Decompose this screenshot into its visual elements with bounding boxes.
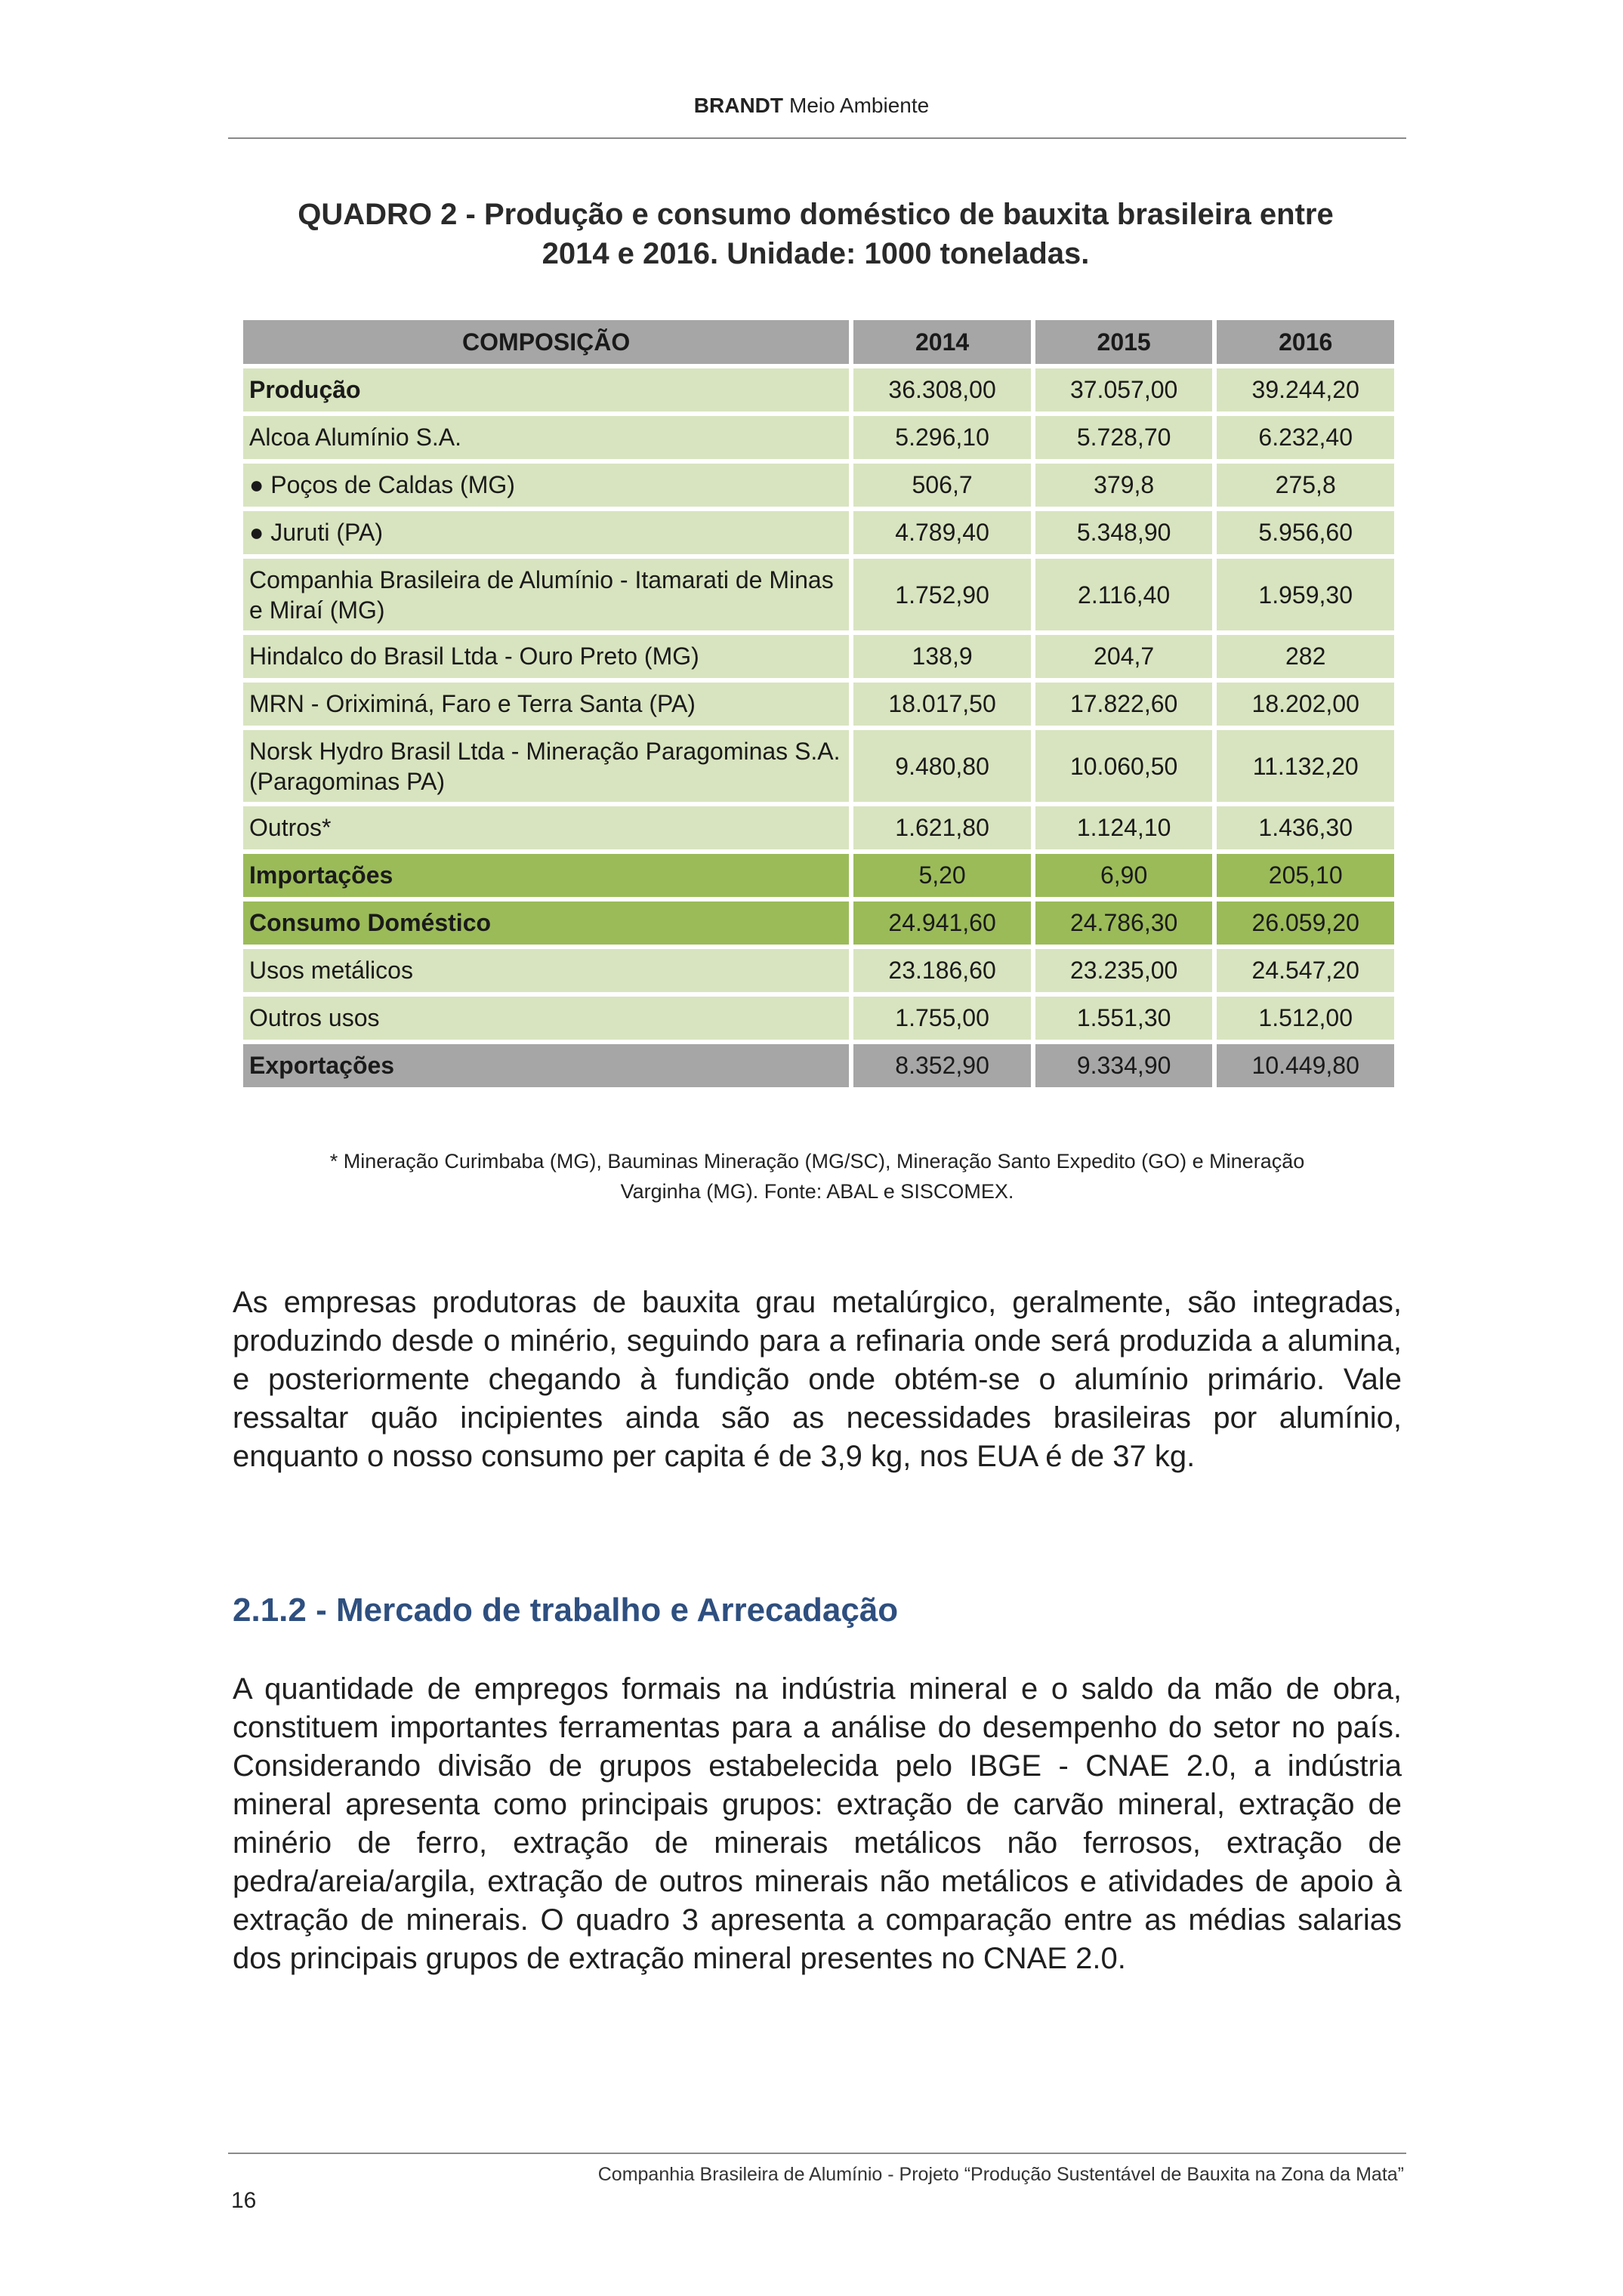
cell-2014: 5,20 <box>853 854 1031 897</box>
column-header: COMPOSIÇÃO <box>243 320 849 364</box>
cell-2015: 1.551,30 <box>1035 997 1213 1040</box>
cell-2015: 24.786,30 <box>1035 901 1213 945</box>
page-number: 16 <box>231 2188 257 2213</box>
column-header: 2016 <box>1217 320 1394 364</box>
table-row <box>243 949 1394 992</box>
table-row-consumo-domestico <box>243 901 1394 945</box>
cell-2014: 1.621,80 <box>853 806 1031 849</box>
table-row <box>243 635 1394 678</box>
cell-2014: 23.186,60 <box>853 949 1031 992</box>
row-label: Alcoa Alumínio S.A. <box>243 416 849 459</box>
cell-2016: 282 <box>1217 635 1394 678</box>
row-label: Produção <box>243 368 849 411</box>
cell-2015: 204,7 <box>1035 635 1213 678</box>
table-row <box>243 730 1394 802</box>
cell-2015: 6,90 <box>1035 854 1213 897</box>
table-row-exportacoes <box>243 1044 1394 1087</box>
cell-2015: 1.124,10 <box>1035 806 1213 849</box>
cell-2016: 5.956,60 <box>1217 511 1394 554</box>
column-header: 2014 <box>853 320 1031 364</box>
row-label: Usos metálicos <box>243 949 849 992</box>
row-label: MRN - Oriximiná, Faro e Terra Santa (PA) <box>243 683 849 726</box>
footnote-line1: * Mineração Curimbaba (MG), Bauminas Mineração (MG/SC), Mineração Santo Expedito (GO) e Mineração <box>329 1150 1305 1173</box>
row-label: ● Poços de Caldas (MG) <box>243 464 849 507</box>
table-footnote <box>233 1146 1402 1207</box>
cell-2014: 36.308,00 <box>853 368 1031 411</box>
table-row-producao <box>243 368 1394 411</box>
page-header <box>0 94 1623 118</box>
row-label: Hindalco do Brasil Ltda - Ouro Preto (MG) <box>243 635 849 678</box>
body-paragraph-1: As empresas produtoras de bauxita grau metalúrgico, geralmente, são integradas, produzindo desde o minério, seguindo para a refinaria onde será produzida a alumina, e posteriormente chegando à fundição onde obtém-se o alumínio primário. Vale ressaltar quão incipientes ainda são as necessidades brasileiras por alumínio, enquanto o nosso consumo per capita é de 3,9 kg, nos EUA é de 37 kg. <box>233 1286 1402 1473</box>
row-label: Norsk Hydro Brasil Ltda - Mineração Paragominas S.A. (Paragominas PA) <box>243 730 849 802</box>
footer-text: Companhia Brasileira de Alumínio - Projeto “Produção Sustentável de Bauxita na Zona da Mata” <box>597 2164 1404 2185</box>
table-row <box>243 683 1394 726</box>
cell-2016: 24.547,20 <box>1217 949 1394 992</box>
header-divider <box>228 137 1406 139</box>
row-label: Outros* <box>243 806 849 849</box>
cell-2016: 26.059,20 <box>1217 901 1394 945</box>
cell-2016: 39.244,20 <box>1217 368 1394 411</box>
cell-2016: 6.232,40 <box>1217 416 1394 459</box>
cell-2014: 24.941,60 <box>853 901 1031 945</box>
table-row <box>243 559 1394 630</box>
cell-2014: 5.296,10 <box>853 416 1031 459</box>
cell-2014: 138,9 <box>853 635 1031 678</box>
body-paragraph-2: A quantidade de empregos formais na indústria mineral e o saldo da mão de obra, constituem importantes ferramentas para a análise do desempenho do setor no país. Considerando divisão de grupos estabelecida pelo IBGE - CNAE 2.0, a indústria mineral apresenta como principais grupos: extração de carvão mineral, extração de minério de ferro, extração de minerais metálicos não ferrosos, extração de pedra/areia/argila, extração de outros minerais não metálicos e atividades de apoio à extração de minerais. O quadro 3 apresenta a comparação entre as médias salarias dos principais grupos de extração mineral presentes no CNAE 2.0. <box>233 1672 1402 1975</box>
cell-2016: 275,8 <box>1217 464 1394 507</box>
header-brand: BRANDT <box>693 94 783 117</box>
table-row <box>243 806 1394 849</box>
cell-2016: 18.202,00 <box>1217 683 1394 726</box>
cell-2015: 5.728,70 <box>1035 416 1213 459</box>
cell-2014: 9.480,80 <box>853 730 1031 802</box>
cell-2014: 506,7 <box>853 464 1031 507</box>
table-header-row <box>243 320 1394 364</box>
cell-2016: 10.449,80 <box>1217 1044 1394 1087</box>
column-header: 2015 <box>1035 320 1213 364</box>
table-row <box>243 464 1394 507</box>
cell-2014: 4.789,40 <box>853 511 1031 554</box>
row-label: Exportações <box>243 1044 849 1087</box>
cell-2015: 2.116,40 <box>1035 559 1213 630</box>
cell-2016: 1.436,30 <box>1217 806 1394 849</box>
cell-2016: 1.512,00 <box>1217 997 1394 1040</box>
cell-2014: 1.755,00 <box>853 997 1031 1040</box>
table-row <box>243 511 1394 554</box>
row-label: Outros usos <box>243 997 849 1040</box>
row-label: Companhia Brasileira de Alumínio - Itamarati de Minas e Miraí (MG) <box>243 559 849 630</box>
cell-2014: 1.752,90 <box>853 559 1031 630</box>
row-label: Importações <box>243 854 849 897</box>
cell-2015: 10.060,50 <box>1035 730 1213 802</box>
quadro-table <box>239 316 1399 1092</box>
quadro-title-line2: 2014 e 2016. Unidade: 1000 toneladas. <box>542 237 1090 270</box>
cell-2015: 23.235,00 <box>1035 949 1213 992</box>
cell-2016: 1.959,30 <box>1217 559 1394 630</box>
cell-2014: 8.352,90 <box>853 1044 1031 1087</box>
cell-2016: 205,10 <box>1217 854 1394 897</box>
cell-2015: 9.334,90 <box>1035 1044 1213 1087</box>
cell-2015: 37.057,00 <box>1035 368 1213 411</box>
header-subtitle: Meio Ambiente <box>789 94 930 117</box>
table-row <box>243 416 1394 459</box>
footer-divider <box>228 2153 1406 2154</box>
row-label: Consumo Doméstico <box>243 901 849 945</box>
cell-2015: 5.348,90 <box>1035 511 1213 554</box>
cell-2015: 379,8 <box>1035 464 1213 507</box>
quadro-title-line1: QUADRO 2 - Produção e consumo doméstico de bauxita brasileira entre <box>298 198 1334 231</box>
cell-2014: 18.017,50 <box>853 683 1031 726</box>
cell-2016: 11.132,20 <box>1217 730 1394 802</box>
table-row-importacoes <box>243 854 1394 897</box>
quadro-title <box>234 195 1397 273</box>
footnote-line2: Varginha (MG). Fonte: ABAL e SISCOMEX. <box>620 1180 1014 1203</box>
cell-2015: 17.822,60 <box>1035 683 1213 726</box>
row-label: ● Juruti (PA) <box>243 511 849 554</box>
section-heading: 2.1.2 - Mercado de trabalho e Arrecadação <box>233 1592 899 1629</box>
table-row <box>243 997 1394 1040</box>
